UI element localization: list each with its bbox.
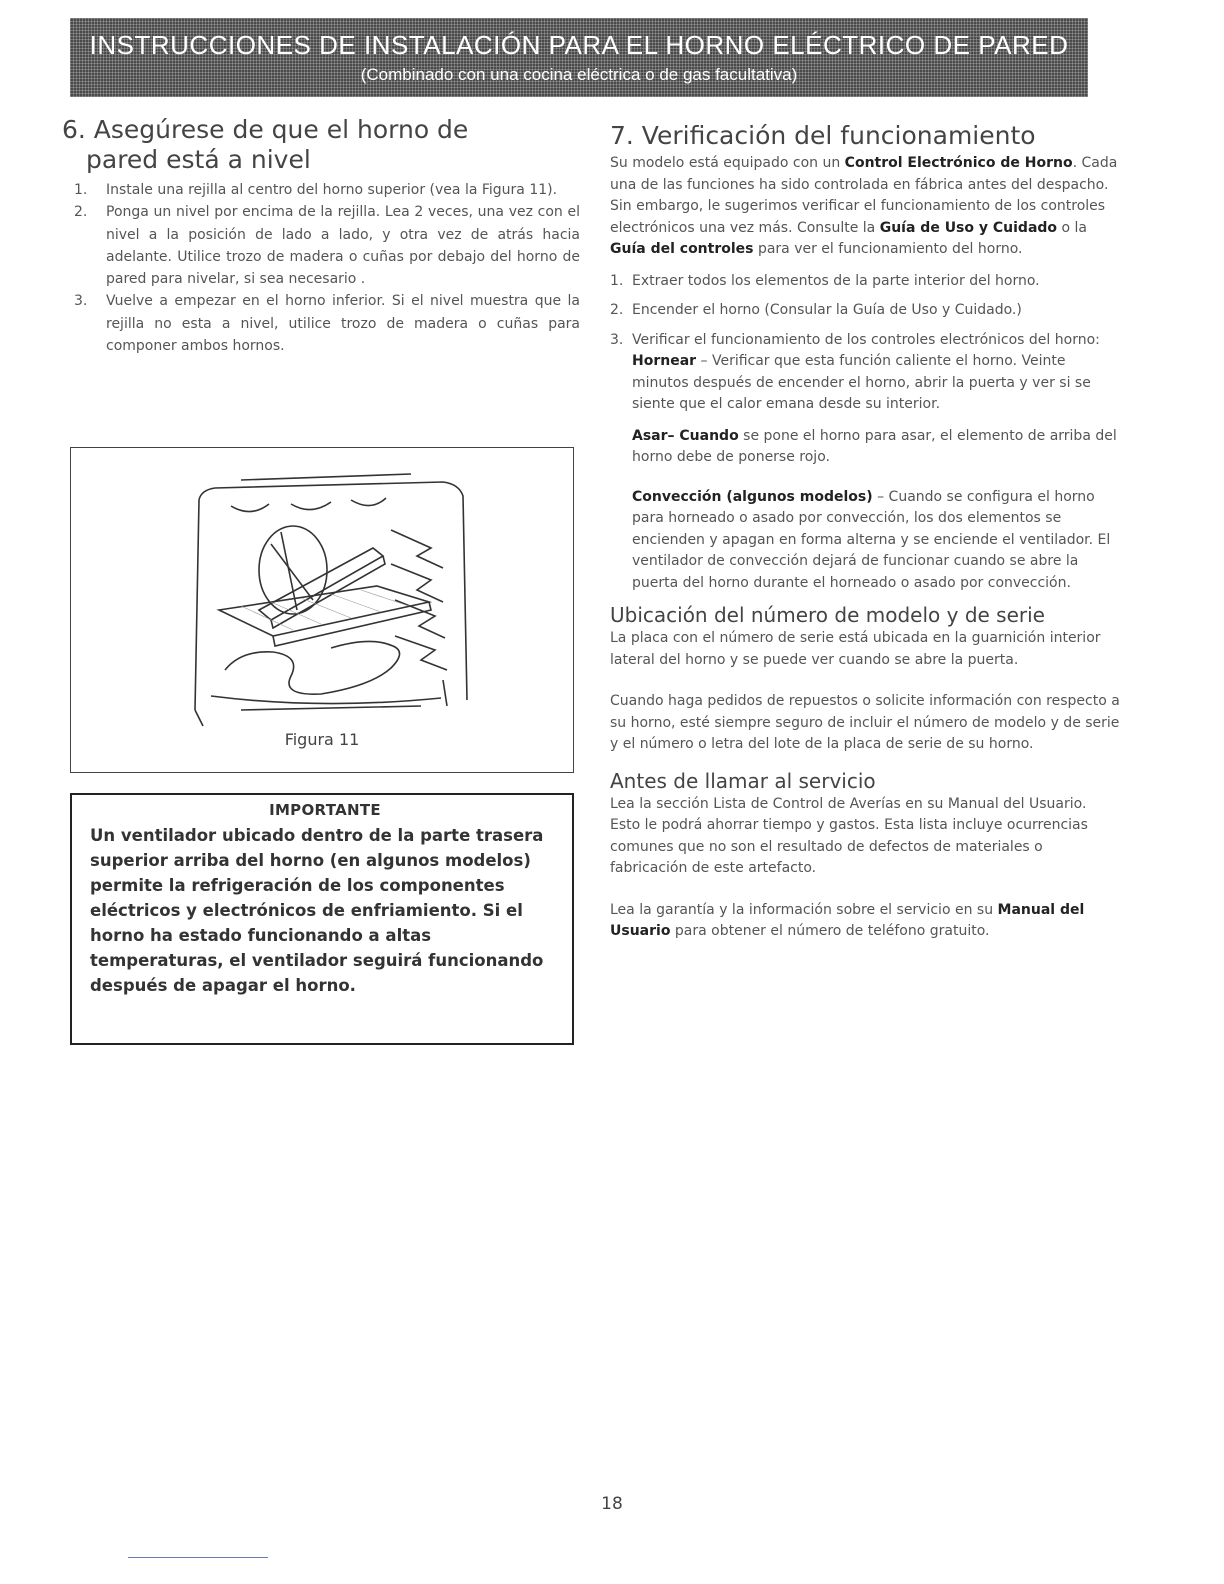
intro-bold: Guía del controles	[610, 241, 754, 257]
section7-heading: 7. Verificación del funcionamiento	[610, 121, 1036, 150]
hornear-paragraph	[632, 351, 1120, 416]
section6-heading-line1: 6. Asegúrese de que el horno de	[62, 115, 469, 144]
step-text: Encender el horno (Consular la Guía de Uso y Cuidado.)	[632, 302, 1022, 318]
hornear-label: Hornear	[632, 353, 697, 369]
service-text: Lea la garantía y la información sobre el servicio en su	[610, 901, 998, 918]
step-number: 3.	[610, 331, 624, 348]
important-notice	[70, 793, 574, 1045]
oven-rack-illustration	[181, 460, 471, 730]
section6-step	[62, 290, 580, 357]
section6-heading	[62, 115, 580, 175]
conveccion-text: – Cuando se configura el horno para horneado o asado por convección, los dos elementos se encienden y apagan en forma alterna y se enciende el ventilador. El ventilador de convección dejará de funcionar cuando se abre la puerta del horno durante el horneado o asado por convección.	[632, 488, 1111, 591]
intro-text: para ver el funcionamiento del horno.	[753, 241, 1023, 257]
figure-11-box	[70, 447, 574, 773]
conveccion-label: Convección (algunos modelos)	[632, 488, 873, 505]
left-column	[62, 115, 580, 995]
banner-title: INSTRUCCIONES DE INSTALACIÓN PARA EL HORNO ELÉCTRICO DE PARED	[89, 30, 1069, 60]
step-number: 2.	[610, 302, 624, 318]
important-body: Un ventilador ubicado dentro de la parte trasera superior arriba del horno (en algunos modelos) permite la refrigeración de los componentes eléctricos y electrónicos de enfriamiento. Si el horno ha estado funcionando a altas temperaturas, el ventilador seguirá funcionando después de apagar el horno.	[90, 826, 544, 995]
right-column	[610, 121, 1120, 943]
page-number: 18	[601, 1494, 623, 1514]
step-number: 1.	[610, 272, 624, 289]
service-text: para obtener el número de teléfono gratuito.	[670, 923, 990, 939]
banner-subtitle: (Combinado con una cocina eléctrica o de gas facultativa)	[360, 65, 798, 84]
serial-heading: Ubicación del número de modelo y de serie	[610, 603, 1045, 627]
step-text: Verificar el funcionamiento de los controles electrónicos del horno:	[632, 331, 1100, 348]
hornear-text: – Verificar que esta función caliente el horno. Veinte minutos después de encender el horno, abrir la puerta y ver si se siente que el calor emana desde su interior.	[632, 353, 1091, 412]
section7-step	[610, 330, 1120, 595]
intro-bold: Control Electrónico de Horno	[844, 155, 1073, 171]
service-heading: Antes de llamar al servicio	[610, 768, 876, 793]
section7-step	[610, 300, 1120, 322]
asar-label: Asar– Cuando	[632, 427, 739, 444]
service-p1: Lea la sección Lista de Control de Averías en su Manual del Usuario. Esto le podrá ahorrar tiempo y gastos. Esta lista incluye ocurrencias comunes que no son el resultado de defectos de materiales o fabricación de este artefacto.	[610, 795, 1088, 876]
step-text: Ponga un nivel por encima de la rejilla. Lea 2 veces, una vez con el nivel a la posición de lado a lado, y otra vez de atrás hacia adelante. Utilice trozo de madera o cuñas por debajo del horno de pared para nivelar, si sea necesario .	[106, 204, 580, 288]
important-title: IMPORTANTE	[269, 801, 381, 819]
step-number: 3.	[74, 293, 88, 310]
serial-p1: La placa con el número de serie está ubicada en la guarnición interior lateral del horno y se puede ver cuando se abre la puerta.	[610, 630, 1101, 668]
intro-text: Su modelo está equipado con un	[610, 155, 845, 171]
step-number: 2.	[74, 204, 88, 221]
section6-steps	[62, 179, 580, 357]
section6-heading-line2: pared está a nivel	[86, 145, 311, 174]
section7-steps	[610, 271, 1120, 595]
step-number: 1.	[74, 182, 88, 198]
intro-bold: Guía de Uso y Cuidado	[879, 219, 1058, 236]
section6-step	[62, 201, 580, 290]
asar-text: se pone el horno para asar, el elemento de arriba del horno debe de ponerse rojo.	[632, 427, 1117, 465]
figure-caption: Figura 11	[284, 730, 360, 749]
step-text: Vuelve a empezar en el horno inferior. Si el nivel muestra que la rejilla no esta a nivel, utilice trozo de madera o cuñas para componer ambos hornos.	[106, 293, 580, 355]
header-banner	[70, 18, 1088, 97]
step-text: Instale una rejilla al centro del horno superior (vea la Figura 11).	[106, 182, 558, 198]
conveccion-paragraph	[632, 487, 1120, 595]
step-text: Extraer todos los elementos de la parte interior del horno.	[632, 272, 1040, 289]
section7-intro	[610, 153, 1120, 261]
service-p2	[610, 900, 1120, 943]
serial-p2: Cuando haga pedidos de repuestos o solicite información con respecto a su horno, esté siempre seguro de incluir el número de modelo y de serie y el número o letra del lote de la placa de serie de su horno.	[610, 693, 1120, 752]
footer-divider	[128, 1557, 268, 1558]
intro-text: o la	[1057, 219, 1087, 236]
intro-text: . Cada una de las funciones ha sido controlada en fábrica antes del despacho. Sin embargo, le sugerimos verificar el funcionamiento de los controles electrónicos una vez más. Consulte la	[610, 155, 1118, 236]
section6-step	[62, 179, 580, 201]
service-bold: Manual del Usuario	[610, 901, 1085, 939]
asar-paragraph	[632, 426, 1120, 469]
section7-step	[610, 271, 1120, 293]
